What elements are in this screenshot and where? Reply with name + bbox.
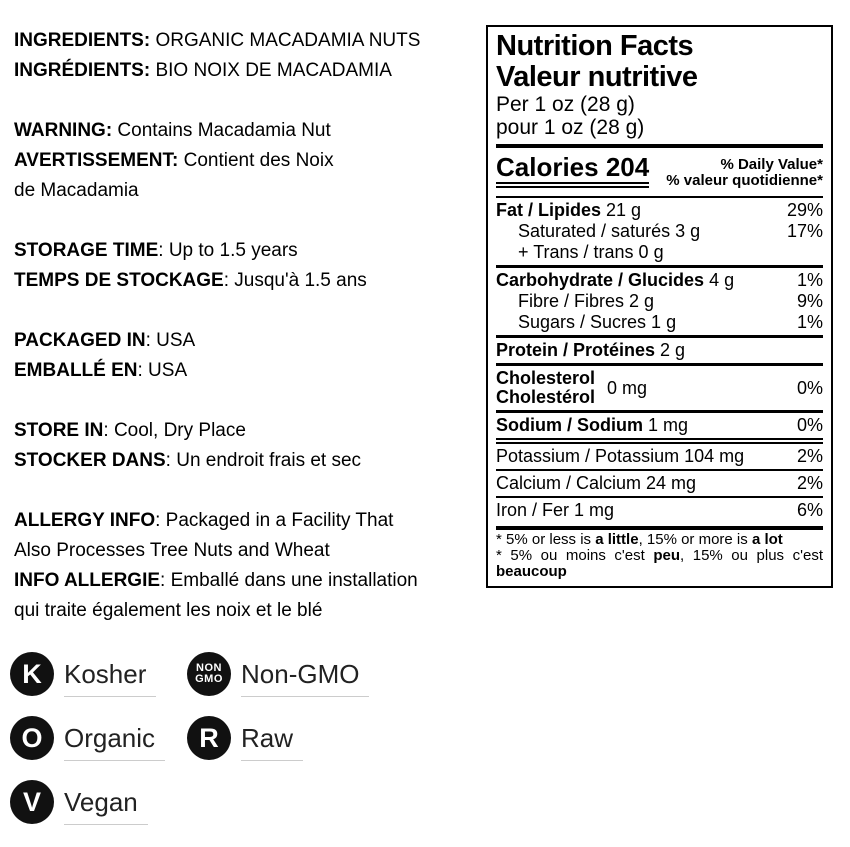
divider xyxy=(496,265,823,268)
allergy-line-fr-2: qui traite également les noix et le blé xyxy=(14,600,323,621)
divider xyxy=(496,335,823,338)
nutrition-title-fr: Valeur nutritive xyxy=(496,61,698,93)
daily-value-percent: 2% xyxy=(796,446,823,466)
store-in-line-fr: STOCKER DANS: Un endroit frais et sec xyxy=(14,450,362,471)
divider xyxy=(496,469,823,471)
daily-value-percent: 29% xyxy=(786,200,823,220)
organic-icon: O xyxy=(10,716,54,760)
daily-value-percent: 1% xyxy=(796,312,823,332)
daily-value-percent: 17% xyxy=(786,221,823,241)
badge-organic xyxy=(10,716,155,760)
non-gmo-icon: NON GMO xyxy=(187,652,231,696)
nutrient-row-iron: Iron / Fer 1 mg 6% xyxy=(496,500,823,520)
storage-time-line-fr: TEMPS DE STOCKAGE: Jusqu'à 1.5 ans xyxy=(14,270,367,291)
calories-row xyxy=(496,150,823,194)
nutrient-row-cholesterol: Cholesterol Cholestérol 0 mg 0% xyxy=(496,368,823,407)
daily-value-percent: 6% xyxy=(796,500,823,520)
daily-value-header: % Daily Value* % valeur quotidienne* xyxy=(666,156,823,189)
product-info-column xyxy=(14,26,474,656)
store-in-group xyxy=(14,416,474,476)
footnote-en: * 5% or less is a little, 15% or more is a lot xyxy=(496,531,783,548)
daily-value-percent: 2% xyxy=(796,473,823,493)
allergy-line-en-2: Also Processes Tree Nuts and Wheat xyxy=(14,540,330,561)
packaged-in-line-fr: EMBALLÉ EN: USA xyxy=(14,360,188,381)
allergy-info-group xyxy=(14,506,474,626)
allergy-line-fr-1: INFO ALLERGIE: Emballé dans une installation xyxy=(14,570,418,591)
serving-size-fr: pour 1 oz (28 g) xyxy=(496,116,645,139)
storage-time-line-en: STORAGE TIME: Up to 1.5 years xyxy=(14,240,298,261)
divider xyxy=(496,496,823,498)
badge-kosher xyxy=(10,652,146,696)
daily-value-percent: 9% xyxy=(796,291,823,311)
packaged-in-group xyxy=(14,326,474,386)
divider xyxy=(496,363,823,366)
packaged-in-line-en: PACKAGED IN: USA xyxy=(14,330,196,351)
kosher-icon: K xyxy=(10,652,54,696)
badge-organic-label: Organic xyxy=(64,723,156,753)
daily-value-percent: 0% xyxy=(796,415,823,435)
nutrient-row-trans: + Trans / trans 0 g xyxy=(518,242,664,262)
nutrient-row-calcium: Calcium / Calcium 24 mg 2% xyxy=(496,473,823,493)
nutrition-facts-panel xyxy=(486,25,833,588)
warning-line-fr: AVERTISSEMENT: Contient des Noix xyxy=(14,150,334,171)
warning-group xyxy=(14,116,474,206)
ingredients-line-fr: INGRÉDIENTS: BIO NOIX DE MACADAMIA xyxy=(14,60,392,81)
nutrient-row-sodium: Sodium / Sodium 1 mg 0% xyxy=(496,415,823,435)
nutrition-title-en: Nutrition Facts xyxy=(496,30,694,62)
badge-vegan-label: Vegan xyxy=(64,787,138,817)
ingredients-group xyxy=(14,26,474,86)
calories-value: Calories 204 xyxy=(496,154,649,188)
store-in-line-en: STORE IN: Cool, Dry Place xyxy=(14,420,246,441)
certification-badges xyxy=(10,652,427,824)
nutrient-row-fat: Fat / Lipides 21 g 29% xyxy=(496,200,823,220)
serving-size-en: Per 1 oz (28 g) xyxy=(496,93,635,116)
warning-line-fr-2: de Macadamia xyxy=(14,180,139,201)
nutrient-row-protein: Protein / Protéines 2 g xyxy=(496,340,686,360)
badge-non-gmo-label: Non-GMO xyxy=(241,659,360,689)
badge-non-gmo xyxy=(187,652,359,696)
divider xyxy=(496,410,823,413)
nutrient-row-sugars: Sugars / Sucres 1 g 1% xyxy=(518,312,823,332)
nutrient-row-potassium: Potassium / Potassium 104 mg 2% xyxy=(496,446,823,466)
allergy-line-en-1: ALLERGY INFO: Packaged in a Facility That xyxy=(14,510,394,531)
nutrient-row-carbohydrate: Carbohydrate / Glucides 4 g 1% xyxy=(496,270,823,290)
divider-thick xyxy=(496,144,823,148)
storage-time-group xyxy=(14,236,474,296)
divider xyxy=(496,196,823,198)
badge-vegan xyxy=(10,780,138,824)
warning-line-en: WARNING: Contains Macadamia Nut xyxy=(14,120,331,141)
divider-thick xyxy=(496,526,823,530)
badge-kosher-label: Kosher xyxy=(64,659,147,689)
nutrient-row-fibre: Fibre / Fibres 2 g 9% xyxy=(518,291,823,311)
badge-raw xyxy=(187,716,293,760)
ingredients-line-en: INGREDIENTS: ORGANIC MACADAMIA NUTS xyxy=(14,30,421,51)
raw-icon: R xyxy=(187,716,231,760)
badge-raw-label: Raw xyxy=(241,723,294,753)
daily-value-percent: 1% xyxy=(796,270,823,290)
nutrient-row-saturated: Saturated / saturés 3 g 17% xyxy=(518,221,823,241)
daily-value-percent: 0% xyxy=(796,377,823,398)
vegan-icon: V xyxy=(10,780,54,824)
footnote-fr: * 5% ou moins c'est peu, 15% ou plus c'est beaucoup xyxy=(496,547,823,580)
divider-double xyxy=(496,438,823,444)
cholesterol-amount: 0 mg xyxy=(607,377,648,398)
